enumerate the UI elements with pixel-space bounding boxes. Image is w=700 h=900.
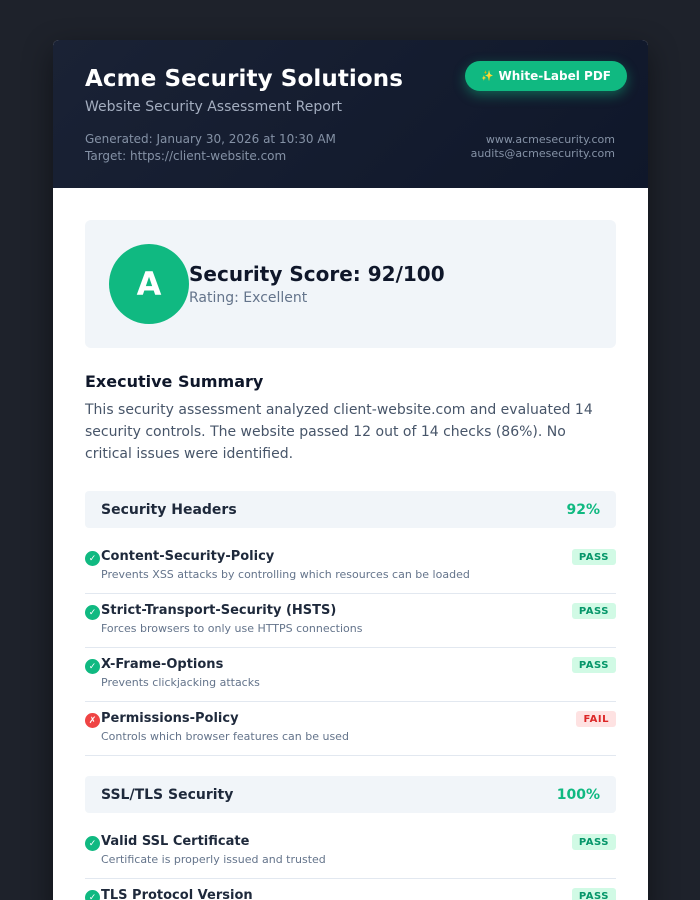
report-subtitle: Website Security Assessment Report [85, 99, 343, 115]
score-card [85, 220, 616, 348]
grade-badge: A [109, 244, 189, 324]
check-description: Prevents clickjacking attacks [101, 676, 260, 689]
check-row [85, 594, 616, 648]
section-header [85, 776, 616, 813]
company-website: www.acmesecurity.com [485, 133, 615, 146]
score-rating: Rating: Excellent [189, 290, 308, 306]
report-document [53, 40, 648, 900]
status-badge: PASS [572, 549, 616, 565]
sparkle-icon: ✨ [481, 70, 494, 82]
check-pass-icon: ✓ [85, 605, 100, 620]
generated-date: Generated: January 30, 2026 at 10:30 AM [85, 132, 336, 146]
section-title: SSL/TLS Security [101, 786, 234, 803]
check-row [85, 825, 616, 879]
status-badge: PASS [572, 603, 616, 619]
check-name: TLS Protocol Version [101, 888, 253, 900]
check-name: Valid SSL Certificate [101, 834, 250, 849]
company-email: audits@acmesecurity.com [470, 147, 615, 160]
check-row [85, 540, 616, 594]
section-header [85, 491, 616, 528]
status-badge: PASS [572, 657, 616, 673]
check-list [85, 825, 616, 900]
check-description: Forces browsers to only use HTTPS connections [101, 622, 363, 635]
check-section [85, 491, 616, 756]
check-description: Certificate is properly issued and trusted [101, 853, 326, 866]
company-contact [471, 133, 615, 161]
section-score: 92% [566, 501, 600, 518]
security-score: Security Score: 92/100 [189, 262, 445, 286]
check-description: Controls which browser features can be used [101, 730, 349, 743]
check-name: X-Frame-Options [101, 657, 224, 672]
check-row [85, 879, 616, 900]
check-description: Prevents XSS attacks by controlling which resources can be loaded [101, 568, 470, 581]
check-pass-icon: ✓ [85, 551, 100, 566]
check-row [85, 702, 616, 756]
status-badge: FAIL [576, 711, 616, 727]
target-url: Target: https://client-website.com [85, 149, 287, 163]
report-content [53, 188, 648, 900]
status-badge: PASS [572, 888, 616, 900]
check-name: Permissions-Policy [101, 711, 239, 726]
check-section [85, 776, 616, 900]
check-pass-icon: ✓ [85, 659, 100, 674]
status-badge: PASS [572, 834, 616, 850]
check-list [85, 540, 616, 756]
check-fail-icon: ✗ [85, 713, 100, 728]
check-name: Strict-Transport-Security (HSTS) [101, 603, 337, 618]
check-sections [85, 491, 616, 900]
score-details [189, 262, 445, 306]
check-pass-icon: ✓ [85, 890, 100, 900]
section-score: 100% [556, 786, 600, 803]
report-meta [85, 131, 336, 165]
check-row [85, 648, 616, 702]
company-name: Acme Security Solutions [85, 66, 404, 92]
executive-summary-text: This security assessment analyzed client-website.com and evaluated 14 security controls. The website passed 12 out of 14 checks (86%). No critical issues were identified. [85, 402, 593, 462]
check-pass-icon: ✓ [85, 836, 100, 851]
check-name: Content-Security-Policy [101, 549, 275, 564]
white-label-pdf-label: White-Label PDF [498, 69, 611, 83]
executive-summary-title: Executive Summary [85, 372, 264, 391]
report-header [53, 40, 648, 188]
section-title: Security Headers [101, 501, 237, 518]
white-label-pdf-badge[interactable] [465, 61, 627, 91]
